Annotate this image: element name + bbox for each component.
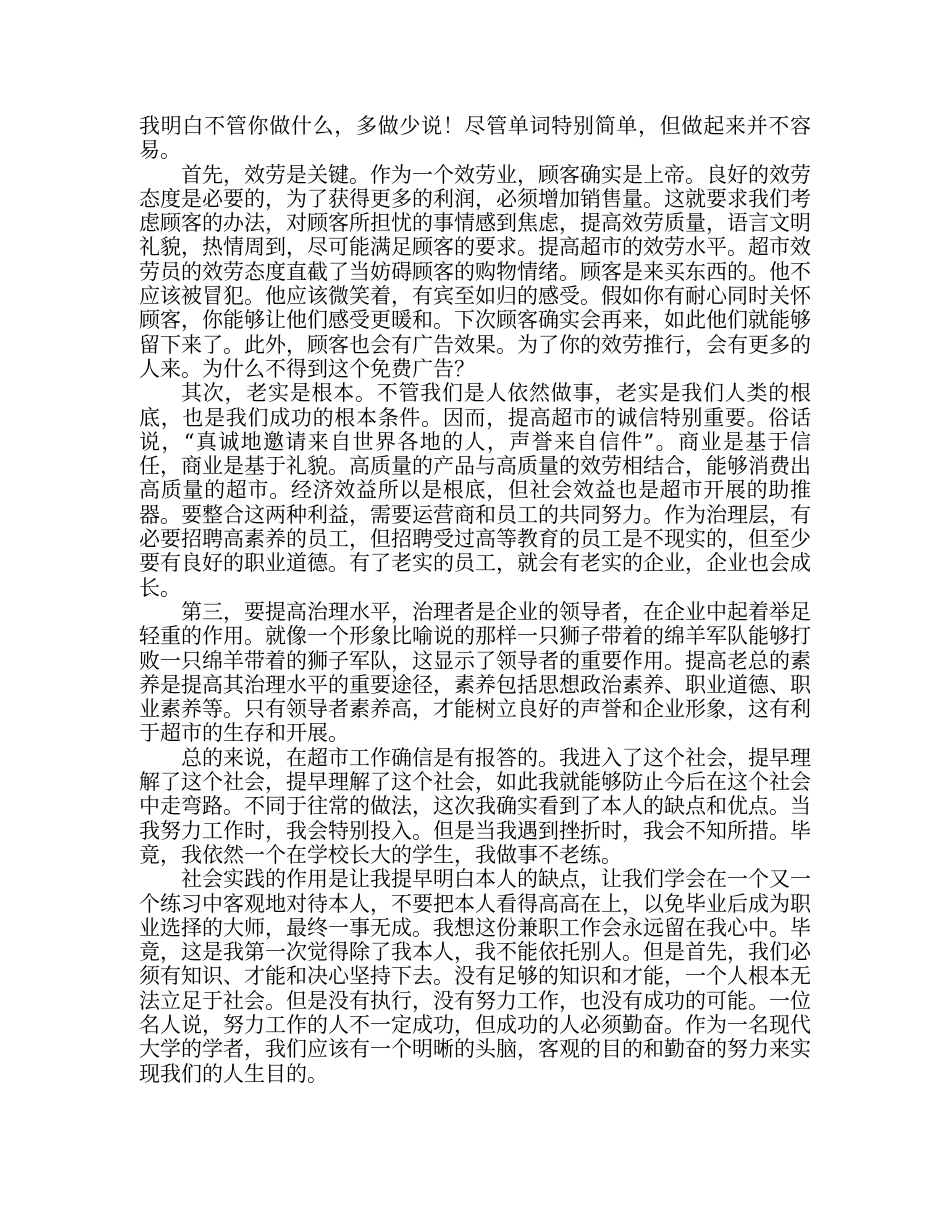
paragraph-4: 第三，要提高治理水平，治理者是企业的领导者，在企业中起着举足轻重的作用。就像一个形象比喻说的那样一只狮子带着的绵羊军队能够打败一只绵羊带着的狮子军队，这显示了领导者的重要作用。提高老总的素养是提高其治理水平的重要途径，素养包括思想政治素养、职业道德、职业素养等。只有领导者素养高，才能树立良好的声誉和企业形象，这有利于超市的生存和开展。: [139, 599, 811, 746]
paragraph-5: 总的来说，在超市工作确信是有报答的。我进入了这个社会，提早理解了这个社会，提早理解了这个社会，如此我就能够防止今后在这个社会中走弯路。不同于往常的做法，这次我确实看到了本人的缺点和优点。当我努力工作时，我会特别投入。但是当我遇到挫折时，我会不知所措。毕竟，我依然一个在学校长大的学生，我做事不老练。: [139, 745, 811, 867]
paragraph-2: 首先，效劳是关键。作为一个效劳业，顾客确实是上帝。良好的效劳态度是必要的，为了获得更多的利润，必须增加销售量。这就要求我们考虑顾客的办法，对顾客所担忧的事情感到焦虑，提高效劳质量，语言文明礼貌，热情周到，尽可能满足顾客的要求。提高超市的效劳水平。超市效劳员的效劳态度直截了当妨碍顾客的购物情绪。顾客是来买东西的。他不应该被冒犯。他应该微笑着，有宾至如归的感受。假如你有耐心同时关怀顾客，你能够让他们感受更暖和。下次顾客确实会再来，如此他们就能够留下来了。此外，顾客也会有广告效果。为了你的效劳推行，会有更多的人来。为什么不得到这个免费广告？: [139, 162, 811, 381]
paragraph-3: 其次，老实是根本。不管我们是人依然做事，老实是我们人类的根底，也是我们成功的根本条件。因而，提高超市的诚信特别重要。俗话说，“真诚地邀请来自世界各地的人，声誉来自信件”。商业是基于信任，商业是基于礼貌。高质量的产品与高质量的效劳相结合，能够消费出高质量的超市。经济效益所以是根底，但社会效益也是超市开展的助推器。要整合这两种利益，需要运营商和员工的共同努力。作为治理层，有必要招聘高素养的员工，但招聘受过高等教育的员工是不现实的，但至少要有良好的职业道德。有了老实的员工，就会有老实的企业，企业也会成长。: [139, 381, 811, 600]
document-body: [139, 114, 811, 1086]
paragraph-1: 我明白不管你做什么，多做少说！尽管单词特别简单，但做起来并不容易。: [139, 114, 811, 163]
paragraph-6: 社会实践的作用是让我提早明白本人的缺点，让我们学会在一个又一个练习中客观地对待本人，不要把本人看得高高在上，以免毕业后成为职业选择的大师，最终一事无成。我想这份兼职工作会永远留在我心中。毕竟，这是我第一次觉得除了我本人，我不能依托别人。但是首先，我们必须有知识、才能和决心坚持下去。没有足够的知识和才能，一个人根本无法立足于社会。但是没有执行，没有努力工作，也没有成功的可能。一位名人说，努力工作的人不一定成功，但成功的人必须勤奋。作为一名现代大学的学者，我们应该有一个明晰的头脑，客观的目的和勤奋的努力来实现我们的人生目的。: [139, 867, 811, 1086]
